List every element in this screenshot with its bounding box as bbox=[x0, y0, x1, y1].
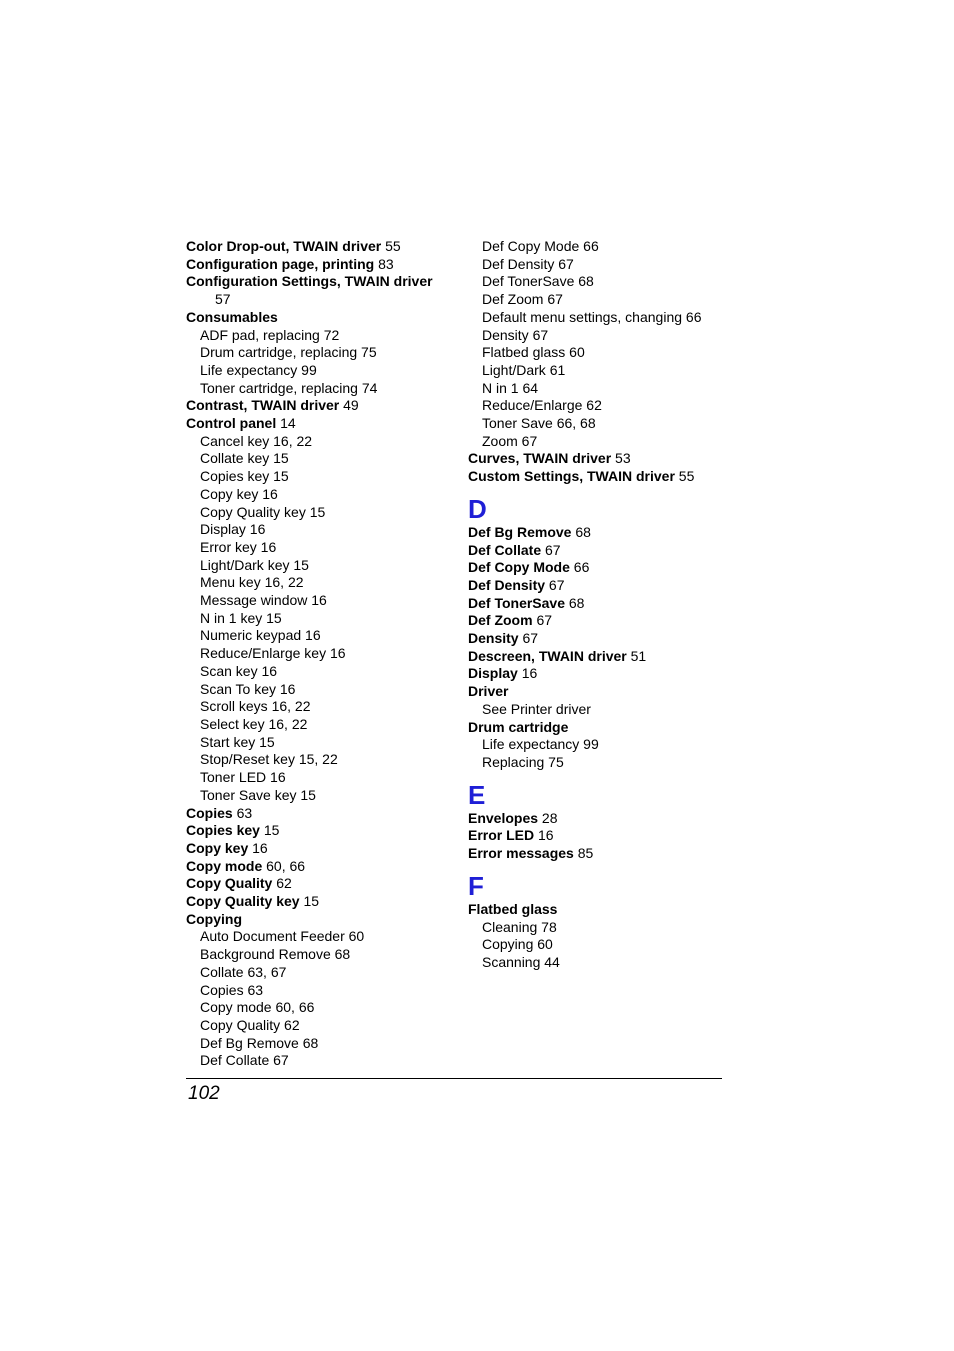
index-entry bbox=[468, 665, 718, 683]
index-subentry bbox=[186, 734, 448, 752]
index-subentry bbox=[186, 362, 448, 380]
index-subentry bbox=[186, 610, 448, 628]
index-term: Stop/Reset key 15, 22 bbox=[200, 751, 338, 768]
index-term: Copies 63 bbox=[200, 981, 264, 998]
index-entry bbox=[186, 238, 448, 256]
index-term: Density 67 bbox=[482, 326, 549, 343]
index-term: Light/Dark 61 bbox=[482, 361, 566, 378]
index-subentry bbox=[468, 701, 718, 719]
index-term: Collate 63, 67 bbox=[200, 963, 287, 980]
index-pages: 67 bbox=[518, 630, 539, 647]
section-letter: F bbox=[468, 870, 484, 901]
index-subentry bbox=[186, 468, 448, 486]
index-term: Select key 16, 22 bbox=[200, 715, 308, 732]
index-subentry bbox=[468, 415, 718, 433]
index-subentry bbox=[468, 754, 718, 772]
index-subentry bbox=[186, 574, 448, 592]
index-subentry bbox=[186, 663, 448, 681]
index-term: Numeric keypad 16 bbox=[200, 627, 321, 644]
index-entry bbox=[468, 595, 718, 613]
index-term: N in 1 key 15 bbox=[200, 609, 282, 626]
index-subentry bbox=[186, 769, 448, 787]
index-subentry bbox=[468, 362, 718, 380]
index-term: Background Remove 68 bbox=[200, 946, 351, 963]
index-term: Scan key 16 bbox=[200, 662, 278, 679]
index-entry bbox=[186, 273, 448, 291]
section-letter: E bbox=[468, 779, 486, 810]
index-term: N in 1 64 bbox=[482, 379, 539, 396]
index-pages: 15 bbox=[299, 893, 320, 910]
index-subentry bbox=[186, 982, 448, 1000]
index-entry bbox=[186, 911, 448, 929]
index-term: Consumables bbox=[186, 308, 278, 325]
index-term: Zoom 67 bbox=[482, 432, 538, 449]
page-number: 102 bbox=[188, 1083, 220, 1104]
index-term: Copying 60 bbox=[482, 936, 553, 953]
index-pages: 51 bbox=[626, 647, 647, 664]
index-term: Def Zoom 67 bbox=[482, 291, 563, 308]
index-entry bbox=[186, 415, 448, 433]
index-term: Density bbox=[468, 630, 519, 647]
index-subentry bbox=[186, 539, 448, 557]
index-pages: 62 bbox=[272, 875, 292, 892]
index-term: Display bbox=[468, 665, 518, 682]
index-subentry bbox=[186, 521, 448, 539]
index-term: Message window 16 bbox=[200, 592, 327, 609]
index-pages: 67 bbox=[541, 541, 561, 558]
index-term: Envelopes bbox=[468, 809, 539, 826]
index-term: Copying bbox=[186, 910, 242, 927]
index-term: See Printer driver bbox=[482, 700, 591, 717]
index-pages: 16 bbox=[534, 827, 554, 844]
index-subentry bbox=[186, 1017, 448, 1035]
index-subentry bbox=[468, 919, 718, 937]
index-entry bbox=[468, 450, 718, 468]
index-term: Auto Document Feeder 60 bbox=[200, 928, 365, 945]
index-entry bbox=[186, 309, 448, 327]
index-subentry bbox=[186, 433, 448, 451]
index-pages: 85 bbox=[573, 845, 594, 862]
index-pages: 16 bbox=[517, 665, 538, 682]
index-term: Contrast, TWAIN driver bbox=[186, 397, 340, 414]
index-term: Def Collate 67 bbox=[200, 1052, 289, 1069]
index-term: Cancel key 16, 22 bbox=[200, 432, 313, 449]
index-subentry bbox=[186, 380, 448, 398]
index-subentry bbox=[186, 928, 448, 946]
index-term: Control panel bbox=[186, 415, 277, 432]
index-subentry bbox=[468, 273, 718, 291]
index-pages: 57 bbox=[215, 291, 231, 308]
index-pages: 16 bbox=[248, 839, 268, 856]
index-entry bbox=[186, 397, 448, 415]
index-subentry bbox=[186, 787, 448, 805]
index-term: Error LED bbox=[468, 827, 535, 844]
index-subentry bbox=[186, 698, 448, 716]
index-term: Copy Quality bbox=[186, 875, 273, 892]
index-entry bbox=[186, 893, 448, 911]
index-term: Copy mode 60, 66 bbox=[200, 999, 315, 1016]
index-entry bbox=[468, 683, 718, 701]
index-subentry bbox=[186, 751, 448, 769]
index-subentry bbox=[186, 1052, 448, 1070]
index-subentry bbox=[468, 309, 718, 327]
index-pages: 67 bbox=[532, 612, 553, 629]
index-term: Copy mode bbox=[186, 857, 263, 874]
index-term: Def Collate bbox=[468, 541, 542, 558]
index-term: Copy Quality key bbox=[186, 893, 300, 910]
index-entry bbox=[468, 810, 718, 828]
index-term: Copy Quality 62 bbox=[200, 1016, 300, 1033]
index-entry bbox=[468, 577, 718, 595]
index-subentry bbox=[468, 954, 718, 972]
index-pages: 66 bbox=[569, 559, 590, 576]
index-term: Replacing 75 bbox=[482, 753, 564, 770]
index-pages: 53 bbox=[611, 450, 631, 467]
index-term: Error messages bbox=[468, 845, 574, 862]
index-term: Def Copy Mode bbox=[468, 559, 570, 576]
index-pages: 67 bbox=[545, 576, 565, 593]
index-entry bbox=[468, 559, 718, 577]
index-term: Copies key 15 bbox=[200, 468, 289, 485]
index-subentry bbox=[186, 450, 448, 468]
index-term: Configuration page, printing bbox=[186, 255, 375, 272]
index-pages: 60, 66 bbox=[262, 857, 306, 874]
index-entry bbox=[468, 612, 718, 630]
index-subentry bbox=[186, 999, 448, 1017]
index-subentry bbox=[186, 344, 448, 362]
index-term: Display 16 bbox=[200, 521, 266, 538]
index-subentry bbox=[186, 627, 448, 645]
index-subentry bbox=[186, 557, 448, 575]
section-letter: D bbox=[468, 493, 487, 524]
index-subentry bbox=[468, 736, 718, 754]
index-subentry bbox=[186, 645, 448, 663]
index-term: Def Bg Remove bbox=[468, 523, 572, 540]
index-subentry bbox=[186, 946, 448, 964]
index-term: Toner Save 66, 68 bbox=[482, 415, 596, 432]
index-entry bbox=[468, 468, 718, 486]
index-entry bbox=[468, 630, 718, 648]
index-entry bbox=[186, 858, 448, 876]
index-subentry bbox=[468, 344, 718, 362]
index-pages: 68 bbox=[571, 523, 591, 540]
index-term: Def Density bbox=[468, 576, 546, 593]
index-entry bbox=[186, 840, 448, 858]
index-term: Copy key 16 bbox=[200, 485, 278, 502]
footer-rule bbox=[186, 1078, 722, 1079]
index-subentry bbox=[468, 433, 718, 451]
index-subentry bbox=[186, 592, 448, 610]
index-subentry bbox=[186, 486, 448, 504]
index-term: Def Density 67 bbox=[482, 255, 574, 272]
index-term: ADF pad, replacing 72 bbox=[200, 326, 340, 343]
index-term: Error key 16 bbox=[200, 538, 277, 555]
index-entry bbox=[186, 805, 448, 823]
index-entry bbox=[186, 875, 448, 893]
index-column-right bbox=[468, 238, 718, 972]
index-term: Custom Settings, TWAIN driver bbox=[468, 468, 675, 485]
index-term: Collate key 15 bbox=[200, 450, 289, 467]
index-pages: 55 bbox=[674, 468, 695, 485]
index-pages: 14 bbox=[276, 415, 296, 432]
index-term: Curves, TWAIN driver bbox=[468, 450, 612, 467]
index-entry bbox=[186, 822, 448, 840]
index-term: Configuration Settings, TWAIN driver bbox=[186, 273, 433, 290]
index-pages: 49 bbox=[339, 397, 359, 414]
index-term: Descreen, TWAIN driver bbox=[468, 647, 627, 664]
index-term: Toner cartridge, replacing 74 bbox=[200, 379, 378, 396]
index-term: Cleaning 78 bbox=[482, 918, 557, 935]
index-term: Flatbed glass 60 bbox=[482, 344, 585, 361]
index-subentry bbox=[468, 238, 718, 256]
index-term: Drum cartridge, replacing 75 bbox=[200, 344, 377, 361]
index-entry bbox=[468, 719, 718, 737]
index-term: Def TonerSave bbox=[468, 594, 565, 611]
index-term: Menu key 16, 22 bbox=[200, 574, 304, 591]
index-term: Scroll keys 16, 22 bbox=[200, 698, 311, 715]
index-entry bbox=[468, 845, 718, 863]
index-term: Copy key bbox=[186, 839, 249, 856]
index-entry bbox=[468, 524, 718, 542]
index-term: Start key 15 bbox=[200, 733, 275, 750]
index-term: Flatbed glass bbox=[468, 900, 558, 917]
index-entry bbox=[468, 901, 718, 919]
index-subentry bbox=[186, 1035, 448, 1053]
index-term: Toner Save key 15 bbox=[200, 786, 316, 803]
index-pages: 55 bbox=[381, 238, 401, 254]
index-pages: 15 bbox=[259, 822, 280, 839]
index-term: Def Zoom bbox=[468, 612, 533, 629]
index-pages: 68 bbox=[565, 594, 585, 611]
index-subentry bbox=[186, 716, 448, 734]
index-entry bbox=[468, 827, 718, 845]
index-pages: 28 bbox=[538, 809, 558, 826]
index-term: Scan To key 16 bbox=[200, 680, 296, 697]
index-subentry bbox=[468, 291, 718, 309]
index-term: Reduce/Enlarge key 16 bbox=[200, 645, 346, 662]
index-term: Life expectancy 99 bbox=[482, 736, 599, 753]
index-subentry bbox=[186, 327, 448, 345]
index-term: Driver bbox=[468, 683, 509, 700]
index-term: Copy Quality key 15 bbox=[200, 503, 326, 520]
index-entry bbox=[468, 648, 718, 666]
index-subentry bbox=[186, 964, 448, 982]
index-subentry bbox=[468, 936, 718, 954]
index-term: Copies bbox=[186, 804, 233, 821]
index-subentry bbox=[468, 380, 718, 398]
index-entry bbox=[468, 542, 718, 560]
index-term: Reduce/Enlarge 62 bbox=[482, 397, 602, 414]
index-term: Drum cartridge bbox=[468, 718, 569, 735]
index-entry bbox=[186, 256, 448, 274]
index-subentry bbox=[186, 504, 448, 522]
index-subentry bbox=[468, 256, 718, 274]
index-term: Life expectancy 99 bbox=[200, 361, 317, 378]
index-pages: 83 bbox=[374, 255, 394, 272]
index-term: Def TonerSave 68 bbox=[482, 273, 594, 290]
index-pages: 63 bbox=[232, 804, 253, 821]
index-term: Color Drop-out, TWAIN driver bbox=[186, 238, 382, 254]
index-subentry bbox=[468, 327, 718, 345]
index-term: Default menu settings, changing 66 bbox=[482, 308, 702, 325]
index-term: Copies key bbox=[186, 822, 260, 839]
index-subentry bbox=[186, 681, 448, 699]
index-subentry bbox=[468, 397, 718, 415]
index-term: Def Bg Remove 68 bbox=[200, 1034, 319, 1051]
index-entry-continuation bbox=[186, 291, 448, 309]
index-column-left bbox=[186, 238, 448, 1070]
index-term: Scanning 44 bbox=[482, 953, 560, 970]
index-term: Light/Dark key 15 bbox=[200, 556, 309, 573]
index-term: Toner LED 16 bbox=[200, 769, 286, 786]
index-term: Def Copy Mode 66 bbox=[482, 238, 599, 254]
